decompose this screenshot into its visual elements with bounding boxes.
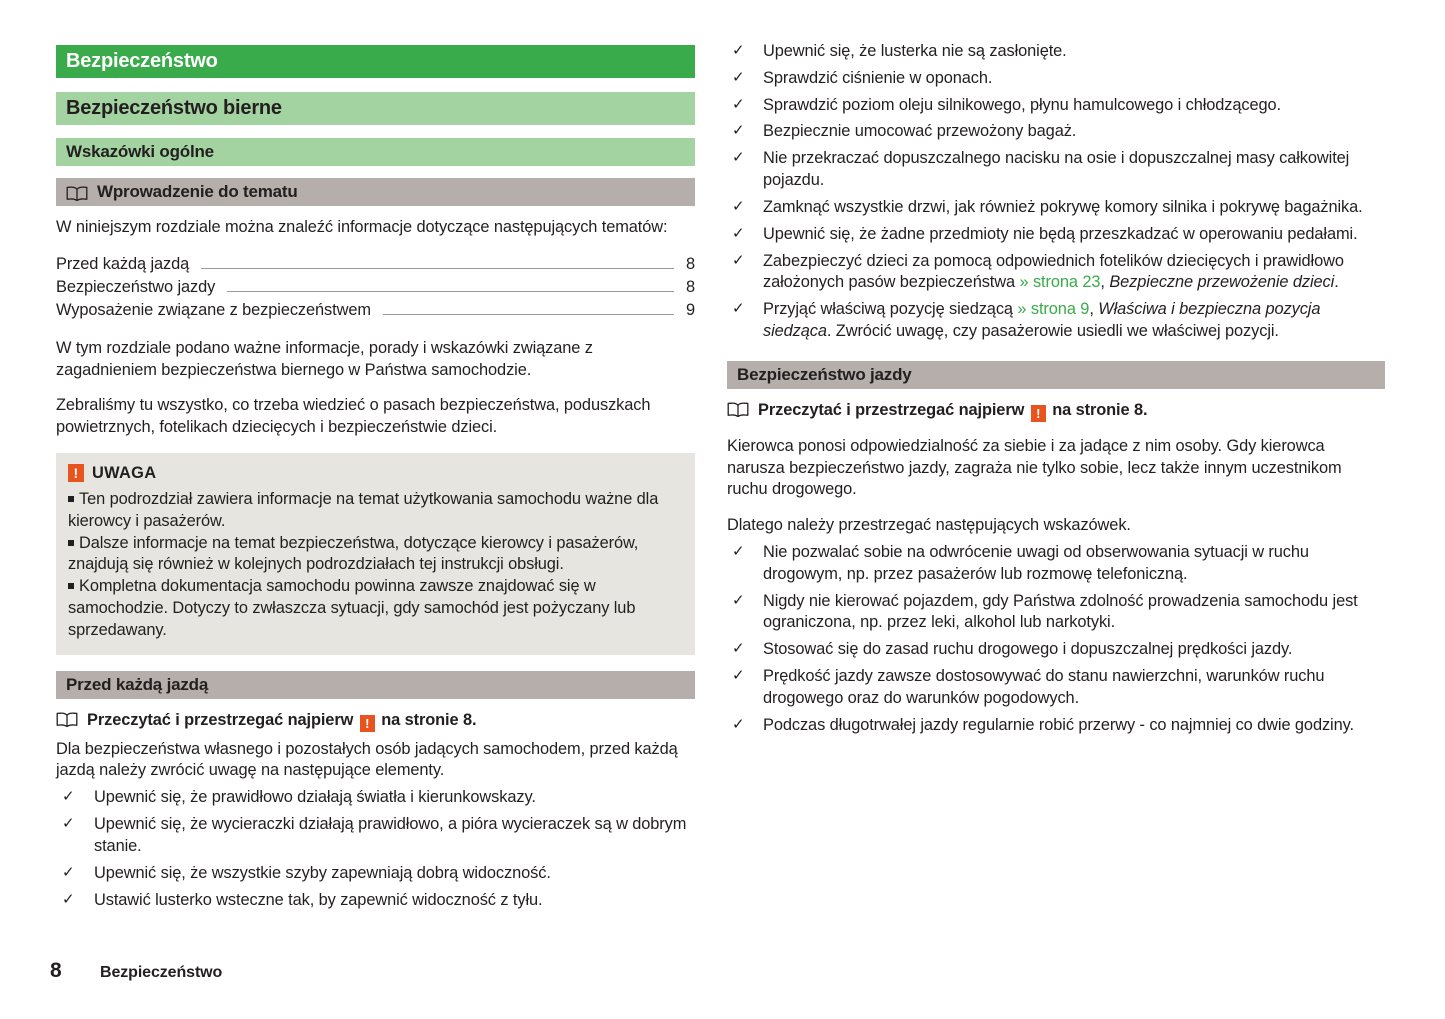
list-item — [727, 639, 1385, 661]
check-icon: ✓ — [732, 543, 745, 560]
check-icon: ✓ — [62, 815, 75, 833]
page-footer — [50, 959, 223, 983]
topic-heading-bar-intro — [56, 178, 695, 206]
list-item — [727, 591, 1385, 635]
warning-note-box — [56, 453, 695, 655]
check-icon: ✓ — [732, 122, 745, 140]
check-icon: ✓ — [732, 591, 745, 609]
list-item-text: Sprawdzić ciśnienie w oponach. — [763, 68, 993, 87]
cross-reference-link[interactable]: » strona 23 — [1019, 273, 1101, 292]
chapter-heading-label: Bezpieczeństwo — [66, 50, 218, 72]
warning-icon: ! — [68, 464, 84, 482]
subsection-heading-bar — [56, 138, 695, 166]
checklist-before-drive-continued — [727, 41, 1385, 343]
read-first-suffix: na stronie 8. — [1052, 400, 1148, 419]
list-item-text: Podczas długotrwałej jazdy regularnie robić przerwy - co najmniej co dwie godziny. — [763, 715, 1354, 734]
square-bullet-icon — [68, 540, 74, 546]
read-first-text-left — [87, 710, 476, 732]
list-item-text: Upewnić się, że żadne przedmioty nie będą przeszkadzać w operowaniu pedałami. — [763, 224, 1358, 243]
read-first-notice-left[interactable] — [56, 710, 695, 732]
check-icon: ✓ — [732, 197, 745, 215]
subsection-heading-label: Wskazówki ogólne — [66, 142, 214, 161]
topic-heading-label-intro: Wprowadzenie do tematu — [97, 182, 298, 201]
warning-note-item — [68, 489, 681, 533]
list-item — [727, 224, 1385, 246]
warning-icon: ! — [360, 715, 375, 732]
paragraph-follow-guidelines: Dlatego należy przestrzegać następujących wskazówek. — [727, 516, 1131, 535]
list-item-text: Nie pozwalać sobie na odwrócenie uwagi od obserwowania sytuacji w ruchu drogowym, np. przez pasażerów lub rozmowę telefoniczną. — [763, 543, 1309, 583]
paragraph-chapter-overview: W tym rozdziale podano ważne informacje, porady i wskazówki związane z zagadnieniem bezpieczeństwa biernego w Państwa samochodzie. — [56, 338, 593, 379]
list-item-tail: . — [1334, 273, 1339, 292]
check-icon: ✓ — [732, 251, 745, 269]
read-first-suffix: na stronie 8. — [381, 710, 477, 729]
cross-reference-title: Właściwa i bezpieczna pozycja siedząca — [763, 300, 1321, 340]
list-item — [727, 715, 1385, 737]
warning-note-header — [68, 464, 681, 483]
list-item-tail: . Zwrócić uwagę, czy pasażerowie usiedli we właściwej pozycji. — [826, 321, 1279, 340]
list-item-text: Upewnić się, że wycieraczki działają prawidłowo, a pióra wycieraczek są w dobrym stanie. — [94, 815, 687, 855]
list-item — [727, 666, 1385, 710]
intro-paragraph: W niniejszym rozdziale można znaleźć informacje dotyczące następujących tematów: — [56, 218, 668, 236]
square-bullet-icon — [68, 583, 74, 589]
read-first-notice-right[interactable] — [727, 400, 1385, 422]
toc-entry-title: Bezpieczeństwo jazdy — [56, 278, 216, 297]
list-item — [727, 41, 1385, 63]
table-of-contents — [56, 253, 695, 323]
page-number: 8 — [50, 959, 62, 982]
list-item — [727, 95, 1385, 117]
toc-leader-line — [383, 314, 674, 315]
paragraph-collected-topics: Zebraliśmy tu wszystko, co trzeba wiedzieć o pasach bezpieczeństwa, poduszkach powietrznych, fotelikach dziecięcych i bezpieczeństwie dzieci. — [56, 396, 651, 437]
check-icon: ✓ — [732, 149, 745, 167]
check-icon: ✓ — [732, 95, 745, 113]
list-item — [56, 814, 695, 858]
toc-row[interactable] — [56, 299, 695, 322]
list-item-text: Zamknąć wszystkie drzwi, jak również pokrywę komory silnika i pokrywę bagażnika. — [763, 197, 1363, 216]
topic-heading-bar-driving-safety — [727, 361, 1385, 389]
open-book-icon — [56, 712, 78, 728]
toc-entry-title: Przed każdą jazdą — [56, 254, 190, 273]
topic-heading-label-before-drive: Przed każdą jazdą — [66, 674, 209, 694]
read-first-prefix: Przeczytać i przestrzegać najpierw — [87, 710, 354, 729]
list-item-text: Bezpiecznie umocować przewożony bagaż. — [763, 122, 1077, 141]
toc-entry-page: 8 — [685, 254, 695, 273]
left-column — [0, 0, 695, 916]
list-item — [727, 121, 1385, 143]
warning-note-item — [68, 533, 681, 577]
toc-entry-page: 9 — [685, 301, 695, 320]
paragraph-driver-responsibility: Kierowca ponosi odpowiedzialność za siebie i za jadące z nim osoby. Gdy kierowca narusza bezpieczeństwo jazdy, zagraża nie tylko sobie, lecz także innym uczestnikom ruchu drogowego. — [727, 436, 1342, 499]
list-item-text: Sprawdzić poziom oleju silnikowego, płynu hamulcowego i chłodzącego. — [763, 95, 1281, 114]
check-icon: ✓ — [732, 300, 745, 318]
list-item — [56, 787, 695, 809]
list-item — [727, 197, 1385, 219]
list-item-separator: , — [1100, 273, 1110, 292]
check-icon: ✓ — [732, 667, 745, 685]
list-item-lead: Zabezpieczyć dzieci za pomocą odpowiednich fotelików dziecięcych i prawidłowo założonych pasów bezpieczeństwa — [763, 251, 1344, 292]
section-heading-bar — [56, 92, 695, 125]
list-item-text: Nigdy nie kierować pojazdem, gdy Państwa zdolność prowadzenia samochodu jest ograniczona, np. przez leki, alkohol lub narkotyki. — [763, 591, 1358, 632]
square-bullet-icon — [68, 496, 74, 502]
read-first-text-right — [758, 400, 1147, 422]
check-icon: ✓ — [732, 224, 745, 242]
open-book-icon — [66, 186, 88, 202]
check-icon: ✓ — [732, 42, 745, 59]
warning-note-item-text: Dalsze informacje na temat bezpieczeństwa, dotyczące kierowcy i pasażerów, znajdują się również w kolejnych podrozdziałach tej instrukcji obsługi. — [68, 533, 639, 574]
list-item-lead: Przyjąć właściwą pozycję siedzącą — [763, 300, 1018, 319]
paragraph-before-drive: Dla bezpieczeństwa własnego i pozostałych osób jadących samochodem, przed każdą jazdą należy zwrócić uwagę na następujące elementy. — [56, 739, 678, 780]
list-item — [727, 148, 1385, 192]
list-item — [56, 863, 695, 885]
check-icon: ✓ — [62, 788, 75, 806]
checklist-driving-safety — [727, 542, 1385, 737]
cross-reference-title: Bezpieczne przewożenie dzieci — [1109, 273, 1335, 292]
list-item — [727, 542, 1385, 586]
warning-note-item-text: Ten podrozdział zawiera informacje na temat użytkowania samochodu ważne dla kierowcy i pasażerów. — [68, 489, 659, 530]
list-item-text: Upewnić się, że lusterka nie są zasłonięte. — [763, 42, 1067, 60]
toc-entry-page: 8 — [685, 278, 695, 297]
list-item — [56, 890, 695, 912]
toc-row[interactable] — [56, 253, 695, 276]
list-item — [727, 68, 1385, 90]
list-item-text — [763, 251, 1385, 295]
list-item-text: Stosować się do zasad ruchu drogowego i dopuszczalnej prędkości jazdy. — [763, 640, 1293, 659]
list-item-text — [763, 299, 1385, 343]
list-item — [727, 251, 1385, 295]
list-item-text: Prędkość jazdy zawsze dostosowywać do stanu nawierzchni, warunków ruchu drogowego oraz do warunków pogodowych. — [763, 667, 1325, 707]
warning-note-item-text: Kompletna dokumentacja samochodu powinna zawsze znajdować się w samochodzie. Dotyczy to zwłaszcza sytuacji, gdy samochód jest pożyczany lub sprzedawany. — [68, 577, 636, 639]
toc-row[interactable] — [56, 276, 695, 299]
topic-heading-bar-before-drive — [56, 671, 695, 699]
toc-leader-line — [201, 268, 674, 269]
warning-note-title: UWAGA — [92, 463, 157, 482]
list-item — [727, 299, 1385, 343]
list-item-text: Nie przekraczać dopuszczalnego nacisku na osie i dopuszczalnej masy całkowitej pojazdu. — [763, 149, 1350, 190]
warning-note-item — [68, 576, 681, 641]
toc-entry-title: Wyposażenie związane z bezpieczeństwem — [56, 301, 371, 320]
check-icon: ✓ — [732, 68, 745, 86]
section-heading-label: Bezpieczeństwo bierne — [66, 97, 282, 119]
open-book-icon — [727, 402, 749, 418]
check-icon: ✓ — [62, 890, 75, 908]
topic-heading-label-driving-safety: Bezpieczeństwo jazdy — [737, 364, 912, 384]
checklist-before-drive — [56, 787, 695, 911]
list-item-separator: , — [1089, 300, 1099, 319]
check-icon: ✓ — [732, 715, 745, 733]
check-icon: ✓ — [62, 863, 75, 881]
footer-chapter-name: Bezpieczeństwo — [100, 964, 223, 981]
cross-reference-link[interactable]: » strona 9 — [1017, 300, 1090, 319]
warning-icon: ! — [1031, 405, 1046, 422]
toc-leader-line — [227, 291, 674, 292]
chapter-heading-bar — [56, 45, 695, 78]
list-item-text: Upewnić się, że wszystkie szyby zapewniają dobrą widoczność. — [94, 863, 551, 882]
check-icon: ✓ — [732, 640, 745, 658]
list-item-text: Ustawić lusterko wsteczne tak, by zapewnić widoczność z tyłu. — [94, 890, 543, 909]
list-item-text: Upewnić się, że prawidłowo działają światła i kierunkowskazy. — [94, 788, 536, 807]
read-first-prefix: Przeczytać i przestrzegać najpierw — [758, 400, 1025, 419]
right-column — [695, 0, 1445, 916]
